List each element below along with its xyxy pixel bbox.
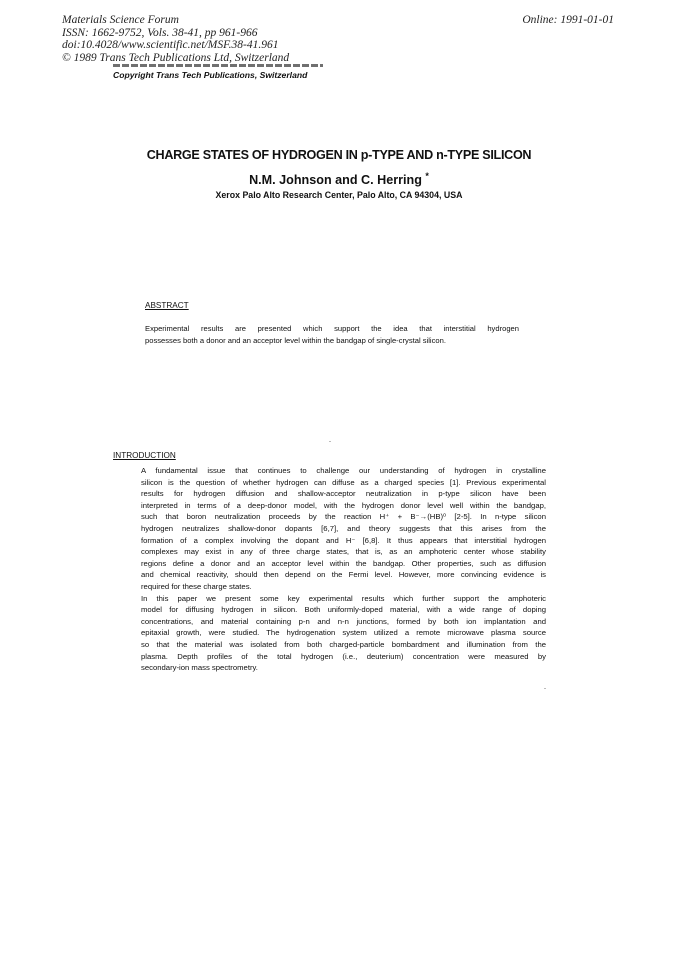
abstract-line: Experimental results are presented which support the idea that interstitial hydrogen [145,324,519,333]
copyright-stamp: Copyright Trans Tech Publications, Switzerland [113,70,308,80]
abstract-heading: ABSTRACT [145,301,189,310]
publisher-line: © 1989 Trans Tech Publications Ltd, Switzerland [62,51,290,64]
author-names: N.M. Johnson and C. Herring [249,173,422,188]
intro-line: hydrogen neutralizes shallow-donor dopants [6,7], and theory suggests that this arises from the [141,523,546,533]
intro-line: plasma. Depth profiles of the total hydrogen (i.e., deuterium) concentration were measured by [141,651,546,661]
intro-line: so that the material was isolated from both charged-particle bombardment and illumination from the [141,639,546,649]
intro-line: interpreted in terms of a deep-donor model, with the hydrogen donor level well within the bandgap, [141,500,546,510]
intro-paragraph-2 [113,593,546,674]
scan-speck [544,688,546,689]
online-date: Online: 1991-01-01 [522,14,614,26]
issn-line: ISSN: 1662-9752, Vols. 38-41, pp 961-966 [62,26,258,39]
abstract-line: possesses both a donor and an acceptor level within the bandgap of single-crystal silicon. [145,336,446,345]
intro-line: regions define a donor and an acceptor level within the bandgap. Other properties, such as diffusion [141,558,546,568]
affiliation: Xerox Palo Alto Research Center, Palo Alto, CA 94304, USA [215,190,463,200]
abstract-body [145,323,519,347]
intro-paragraph-1 [113,465,546,593]
citation-header [62,14,289,64]
intro-line: In this paper we present some key experimental results which further support the amphoteric [141,593,546,603]
paper-authors [0,171,678,187]
intro-line: secondary-ion mass spectrometry. [141,663,258,673]
intro-line: A fundamental issue that continues to challenge our understanding of hydrogen in crystalline [141,466,546,475]
intro-line: complexes may exist in any of three charge states, that is, as an amphoteric center whose stability [141,547,546,557]
intro-line: such that boron neutralization proceeds by the reaction H⁺ + B⁻→(HB)⁰ [2-5]. In n-type silicon [141,512,546,522]
intro-line: model for diffusing hydrogen in silicon. Both uniformly-doped material, with a wide range of doping [141,605,546,615]
intro-line: epitaxial growth, were studied. The hydrogenation system utilized a remote microwave plasma source [141,628,546,638]
intro-line: required for these charge states. [141,581,252,591]
author-footnote-mark: * [425,171,429,181]
intro-line: silicon is the question of whether hydrogen can diffuse as a charged species [1]. Previous experimental [141,477,546,487]
journal-name: Materials Science Forum [62,14,179,26]
intro-line: and chemical reactivity, should then depend on the Fermi level. However, more convincing evidence is [141,570,546,580]
truncated-header-line [113,64,323,67]
scan-speck [329,441,331,442]
introduction-body [113,465,546,674]
intro-line: results for hydrogen diffusion and shallow-acceptor neutralization in p-type silicon have been [141,489,546,499]
intro-line: formation of a complex involving the dopant and H⁻ [6,8]. It thus appears that interstitial hydrogen [141,535,546,545]
intro-line: concentrations, and material containing p-n and n-n junctions, formed by both ion implantation and [141,616,546,626]
paper-title: CHARGE STATES OF HYDROGEN IN p-TYPE AND n-TYPE SILICON [146,148,532,162]
doi-line: doi:10.4028/www.scientific.net/MSF.38-41.961 [62,39,279,52]
introduction-heading: INTRODUCTION [113,451,176,460]
